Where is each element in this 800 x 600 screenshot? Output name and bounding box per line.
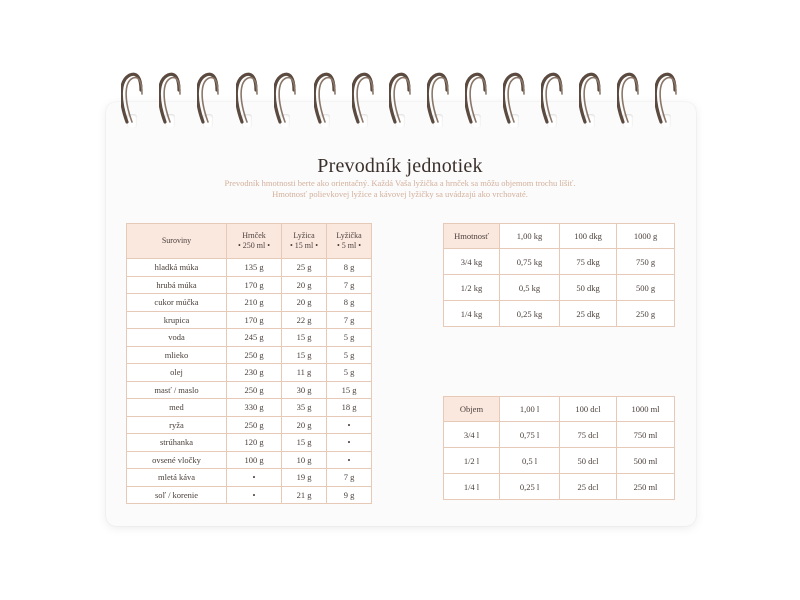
page-subtitle [200, 178, 600, 200]
binding-ring [314, 70, 336, 128]
volume-table-row [444, 448, 675, 474]
volume-header-cell: 100 dcl [560, 397, 617, 422]
ingredients-table-cell: 250 g [227, 381, 282, 399]
weight-table-cell: 0,75 kg [500, 249, 560, 275]
ingredients-table-row [127, 294, 372, 312]
ingredients-table-cell: 210 g [227, 294, 282, 312]
ingredients-table-cell: ovsené vločky [127, 451, 227, 469]
ingredients-table-cell: mletá káva [127, 469, 227, 487]
weight-table-row [444, 249, 675, 275]
binding-ring [427, 70, 449, 128]
volume-table-cell: 75 dcl [560, 422, 617, 448]
subtitle-line-2: Hmotnosť polievkovej lyžice a kávovej lyžičky sa uvádzajú ako vrchovaté. [272, 189, 528, 199]
volume-table-cell: 50 dcl [560, 448, 617, 474]
ingredients-table-cell: 245 g [227, 329, 282, 347]
ingredients-table-cell: 7 g [327, 276, 372, 294]
volume-table-cell: 750 ml [617, 422, 675, 448]
ingredients-table-cell: 30 g [282, 381, 327, 399]
ingredients-table-cell: 330 g [227, 399, 282, 417]
ingredients-table-cell: • [327, 451, 372, 469]
ingredients-table-row [127, 381, 372, 399]
ingredients-table-cell: hrubá múka [127, 276, 227, 294]
ingredients-table-cell: • [327, 416, 372, 434]
weight-table-cell: 1/4 kg [444, 301, 500, 327]
ingredients-table-cell: 5 g [327, 346, 372, 364]
ingredients-table-row [127, 486, 372, 504]
weight-table-cell: 1/2 kg [444, 275, 500, 301]
ingredients-table-cell: hladká múka [127, 259, 227, 277]
weight-table-cell: 3/4 kg [444, 249, 500, 275]
weight-header-cell: 1,00 kg [500, 224, 560, 249]
ingredients-table-cell: • [227, 486, 282, 504]
volume-table-cell: 25 dcl [560, 474, 617, 500]
ingredients-table-cell: med [127, 399, 227, 417]
ingredients-table-row [127, 329, 372, 347]
binding-ring [579, 70, 601, 128]
ingredients-table-cell: 19 g [282, 469, 327, 487]
volume-table-cell: 0,5 l [500, 448, 560, 474]
ingredients-table-cell: 8 g [327, 259, 372, 277]
ingredients-table-cell: 250 g [227, 346, 282, 364]
volume-table-cell: 3/4 l [444, 422, 500, 448]
ingredients-table-cell: 15 g [282, 329, 327, 347]
volume-table-cell: 1/4 l [444, 474, 500, 500]
binding-ring [617, 70, 639, 128]
weight-table-cell: 50 dkg [560, 275, 617, 301]
ingredients-table-cell: 5 g [327, 364, 372, 382]
ingredients-table-cell: 170 g [227, 311, 282, 329]
ingredients-table-cell: 7 g [327, 311, 372, 329]
binding-ring [236, 70, 258, 128]
ingredients-table-row [127, 364, 372, 382]
ingredients-table-cell: 170 g [227, 276, 282, 294]
binding-ring [121, 70, 143, 128]
ingredients-table-cell: 8 g [327, 294, 372, 312]
binding-ring [655, 70, 677, 128]
ingredients-table-cell: 135 g [227, 259, 282, 277]
ingredients-table-cell: • [327, 434, 372, 452]
ingredients-table-row [127, 276, 372, 294]
weight-table-cell: 75 dkg [560, 249, 617, 275]
ingredients-table-cell: mlieko [127, 346, 227, 364]
ingredients-header-cell: Suroviny [127, 224, 227, 259]
ingredients-table-row [127, 311, 372, 329]
ingredients-table-cell: voda [127, 329, 227, 347]
ingredients-header-cell: Lyžička • 5 ml • [327, 224, 372, 259]
ingredients-table-cell: cukor múčka [127, 294, 227, 312]
ingredients-header-row [127, 224, 372, 259]
binding-ring [274, 70, 296, 128]
binding-ring [541, 70, 563, 128]
ingredients-table-cell: 25 g [282, 259, 327, 277]
ingredients-table-cell: 5 g [327, 329, 372, 347]
volume-table [443, 396, 675, 500]
weight-table-row [444, 275, 675, 301]
weight-table-cell: 250 g [617, 301, 675, 327]
volume-table-row [444, 474, 675, 500]
weight-table-cell: 500 g [617, 275, 675, 301]
ingredients-table-cell: soľ / korenie [127, 486, 227, 504]
binding-ring [389, 70, 411, 128]
volume-header-cell: Objem [444, 397, 500, 422]
binding-ring [197, 70, 219, 128]
weight-table-cell: 0,5 kg [500, 275, 560, 301]
weight-table-cell: 0,25 kg [500, 301, 560, 327]
ingredients-table-cell: 120 g [227, 434, 282, 452]
ingredients-table-cell: 35 g [282, 399, 327, 417]
ingredients-table-cell: masť / maslo [127, 381, 227, 399]
ingredients-table-cell: strúhanka [127, 434, 227, 452]
ingredients-table-cell: 20 g [282, 276, 327, 294]
ingredients-table-cell: 10 g [282, 451, 327, 469]
ingredients-table-cell: 250 g [227, 416, 282, 434]
ingredients-table-row [127, 469, 372, 487]
ingredients-table-cell: 18 g [327, 399, 372, 417]
binding-ring [352, 70, 374, 128]
volume-header-cell: 1000 ml [617, 397, 675, 422]
ingredients-table-cell: 7 g [327, 469, 372, 487]
volume-header-row [444, 397, 675, 422]
volume-table-cell: 0,25 l [500, 474, 560, 500]
ingredients-table-row [127, 451, 372, 469]
weight-table [443, 223, 675, 327]
ingredients-table-cell: ryža [127, 416, 227, 434]
ingredients-table-cell: krupica [127, 311, 227, 329]
weight-table-cell: 750 g [617, 249, 675, 275]
weight-header-row [444, 224, 675, 249]
ingredients-table-cell: 15 g [327, 381, 372, 399]
volume-header-cell: 1,00 l [500, 397, 560, 422]
subtitle-line-1: Prevodník hmotnosti berte ako orientačný. Každá Vaša lyžička a hrnček sa môžu objemom trochu líšiť. [224, 178, 576, 188]
binding-ring [503, 70, 525, 128]
volume-table-cell: 500 ml [617, 448, 675, 474]
ingredients-header-cell: Hrnček • 250 ml • [227, 224, 282, 259]
ingredients-table-row [127, 346, 372, 364]
ingredients-table-cell: 20 g [282, 294, 327, 312]
ingredients-table-cell: 9 g [327, 486, 372, 504]
ingredients-table-cell: 11 g [282, 364, 327, 382]
ingredients-table-cell: 21 g [282, 486, 327, 504]
weight-table-cell: 25 dkg [560, 301, 617, 327]
binding-ring [159, 70, 181, 128]
volume-table-cell: 0,75 l [500, 422, 560, 448]
ingredients-table [126, 223, 372, 504]
binding-ring [465, 70, 487, 128]
weight-header-cell: Hmotnosť [444, 224, 500, 249]
weight-table-row [444, 301, 675, 327]
weight-header-cell: 100 dkg [560, 224, 617, 249]
ingredients-table-row [127, 399, 372, 417]
ingredients-table-cell: • [227, 469, 282, 487]
volume-table-row [444, 422, 675, 448]
volume-table-cell: 1/2 l [444, 448, 500, 474]
ingredients-table-row [127, 434, 372, 452]
ingredients-table-cell: 15 g [282, 346, 327, 364]
weight-header-cell: 1000 g [617, 224, 675, 249]
ingredients-table-cell: 230 g [227, 364, 282, 382]
ingredients-table-cell: 20 g [282, 416, 327, 434]
ingredients-table-cell: 15 g [282, 434, 327, 452]
ingredients-table-cell: olej [127, 364, 227, 382]
ingredients-table-cell: 22 g [282, 311, 327, 329]
ingredients-table-row [127, 416, 372, 434]
volume-table-cell: 250 ml [617, 474, 675, 500]
ingredients-table-cell: 100 g [227, 451, 282, 469]
ingredients-table-row [127, 259, 372, 277]
ingredients-header-cell: Lyžica • 15 ml • [282, 224, 327, 259]
page-title: Prevodník jednotiek [317, 155, 483, 177]
